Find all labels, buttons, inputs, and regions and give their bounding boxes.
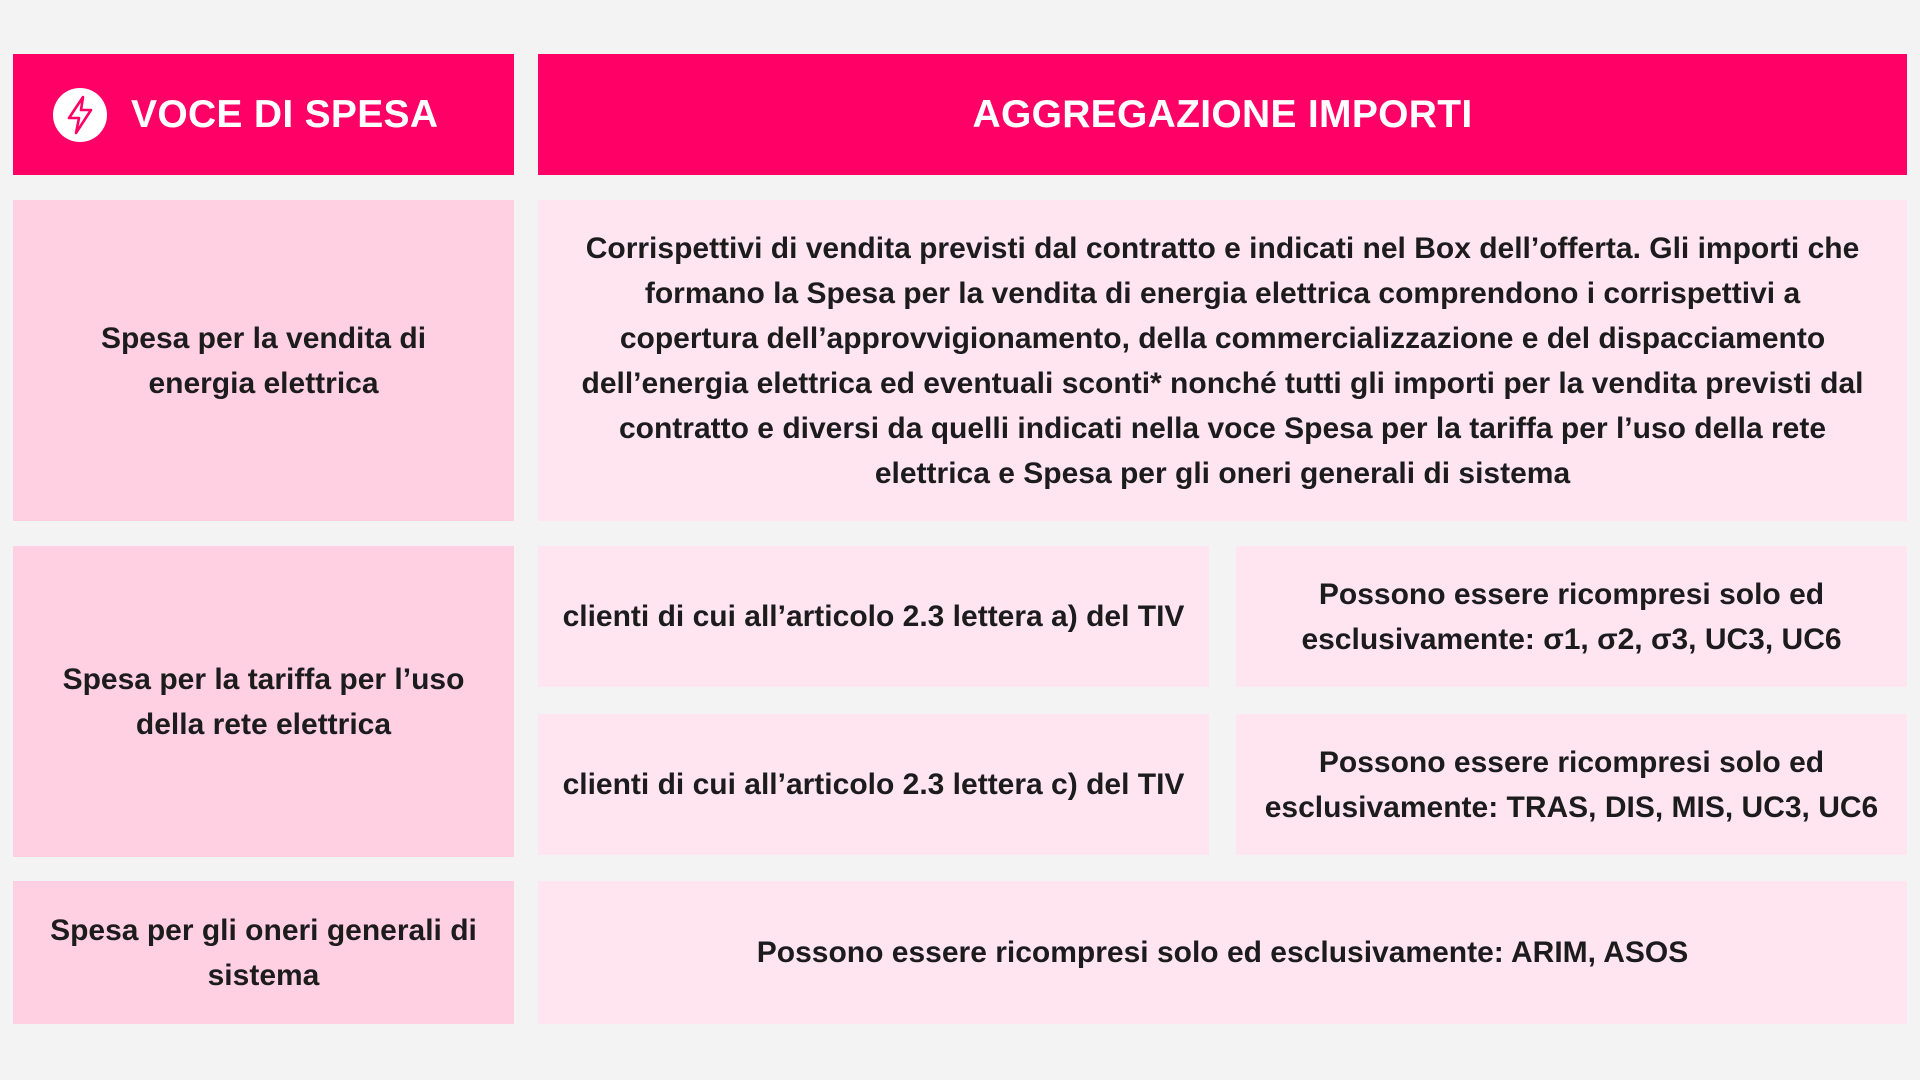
row-label-text: Spesa per la vendita di energia elettrica <box>100 321 427 400</box>
subrow-value-lettera-c <box>1236 714 1907 855</box>
subrow-description-text: clienti di cui all’articolo 2.3 lettera a) del TIV <box>562 600 1185 633</box>
subrow-value-lettera-a <box>1236 546 1907 687</box>
row-label-vendita-energia <box>13 200 514 521</box>
header-right-label: AGGREGAZIONE IMPORTI <box>972 93 1473 136</box>
header-voce-di-spesa <box>13 54 514 175</box>
row-content-text: Possono essere ricompresi solo ed esclusivamente: ARIM, ASOS <box>756 936 1689 969</box>
subrow-value-text: Possono essere ricompresi solo ed esclusivamente: TRAS, DIS, MIS, UC3, UC6 <box>1264 745 1879 824</box>
row-content-oneri-generali <box>538 881 1907 1024</box>
header-left-label: VOCE DI SPESA <box>131 93 439 136</box>
row-content-text: Corrispettivi di vendita previsti dal contratto e indicati nel Box dell’offerta. Gli importi che formano la Spesa per la vendita di energia elettrica comprendono i corrispettivi a copertura dell’approvvigionamento, della commercializzazione e del dispacciamento dell’energia elettrica ed eventuali sconti* nonché tutti gli importi per la vendita previsti dal contratto e diversi da quelli indicati nella voce Spesa per la tariffa per l’uso della rete elettrica e Spesa per gli oneri generali di sistema <box>581 231 1864 490</box>
subrow-description-text: clienti di cui all’articolo 2.3 lettera c) del TIV <box>562 768 1185 801</box>
subrow-description-lettera-c <box>538 714 1209 855</box>
row-content-vendita-energia <box>538 200 1907 521</box>
row-label-tariffa-rete <box>13 546 514 857</box>
subrow-description-lettera-a <box>538 546 1209 687</box>
row-label-text: Spesa per gli oneri generali di sistema <box>50 913 477 992</box>
row-label-text: Spesa per la tariffa per l’uso della rete elettrica <box>62 662 465 741</box>
row-label-oneri-generali <box>13 881 514 1024</box>
header-aggregazione-importi <box>538 54 1907 175</box>
subrow-value-text: Possono essere ricompresi solo ed esclusivamente: σ1, σ2, σ3, UC3, UC6 <box>1301 577 1842 656</box>
lightning-bolt-icon <box>53 88 107 142</box>
